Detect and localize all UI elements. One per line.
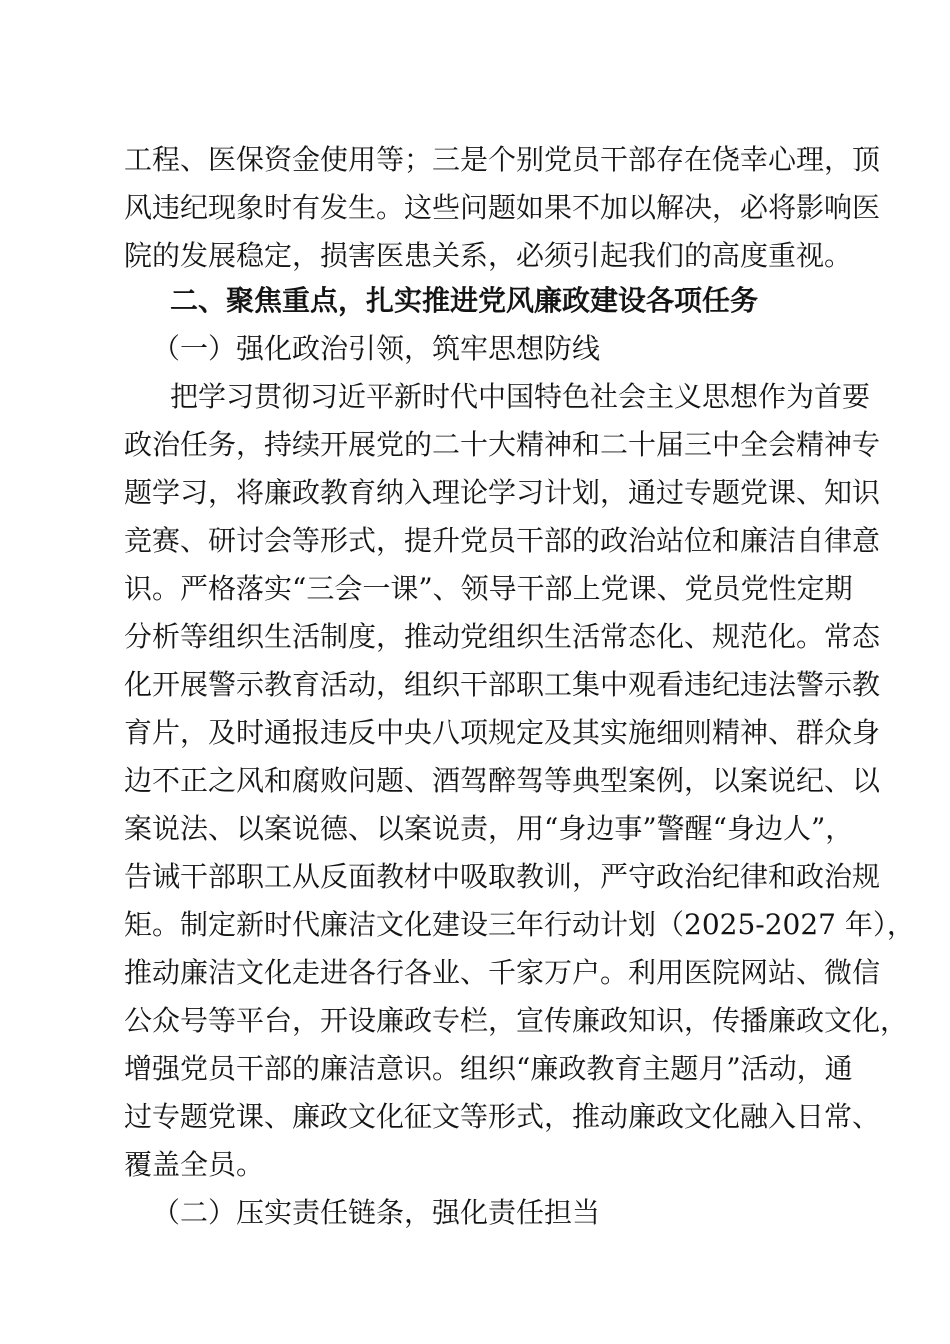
intro-line-1: 工程、医保资金使用等；三是个别党员干部存在侥幸心理，顶 <box>124 143 881 176</box>
paragraph-line-8: 育片，及时通报违反中央八项规定及其实施细则精神、群众身 <box>124 716 881 749</box>
paragraph-line-11: 告诫干部职工从反面教材中吸取教训，严守政治纪律和政治规 <box>124 860 881 893</box>
paragraph-line-2: 政治任务，持续开展党的二十大精神和二十届三中全会精神专 <box>124 428 881 461</box>
paragraph-line-14: 公众号等平台，开设廉政专栏，宣传廉政知识，传播廉政文化， <box>124 1004 909 1037</box>
paragraph-line-17: 覆盖全员。 <box>124 1148 265 1181</box>
paragraph-line-10: 案说法、以案说德、以案说责，用“身边事”警醒“身边人”， <box>124 812 854 845</box>
paragraph-line-9: 边不正之风和腐败问题、酒驾醉驾等典型案例，以案说纪、以 <box>124 764 881 797</box>
paragraph-line-3: 题学习，将廉政教育纳入理论学习计划，通过专题党课、知识 <box>124 476 881 509</box>
intro-line-2: 风违纪现象时有发生。这些问题如果不加以解决，必将影响医 <box>124 191 881 224</box>
paragraph-line-13: 推动廉洁文化走进各行各业、千家万户。利用医院网站、微信 <box>124 956 881 989</box>
paragraph-line-4: 竞赛、研讨会等形式，提升党员干部的政治站位和廉洁自律意 <box>124 524 881 557</box>
paragraph-line-15: 增强党员干部的廉洁意识。组织“廉政教育主题月”活动，通 <box>124 1052 853 1085</box>
paragraph-line-12: 矩。制定新时代廉洁文化建设三年行动计划（2025-2027 年）， <box>124 908 915 941</box>
section-heading: 二、聚焦重点，扎实推进党风廉政建设各项任务 <box>170 284 759 317</box>
paragraph-line-6: 分析等组织生活制度，推动党组织生活常态化、规范化。常态 <box>124 620 881 653</box>
paragraph-line-1: 把学习贯彻习近平新时代中国特色社会主义思想作为首要 <box>170 380 871 413</box>
paragraph-line-7: 化开展警示教育活动，组织干部职工集中观看违纪违法警示教 <box>124 668 881 701</box>
subsection-1-title: （一）强化政治引领，筑牢思想防线 <box>152 332 601 365</box>
intro-line-3: 院的发展稳定，损害医患关系，必须引起我们的高度重视。 <box>124 239 853 272</box>
paragraph-line-16: 过专题党课、廉政文化征文等形式，推动廉政文化融入日常、 <box>124 1100 881 1133</box>
subsection-2-title: （二）压实责任链条，强化责任担当 <box>152 1196 601 1229</box>
paragraph-line-5: 识。严格落实“三会一课”、领导干部上党课、党员党性定期 <box>124 572 853 605</box>
